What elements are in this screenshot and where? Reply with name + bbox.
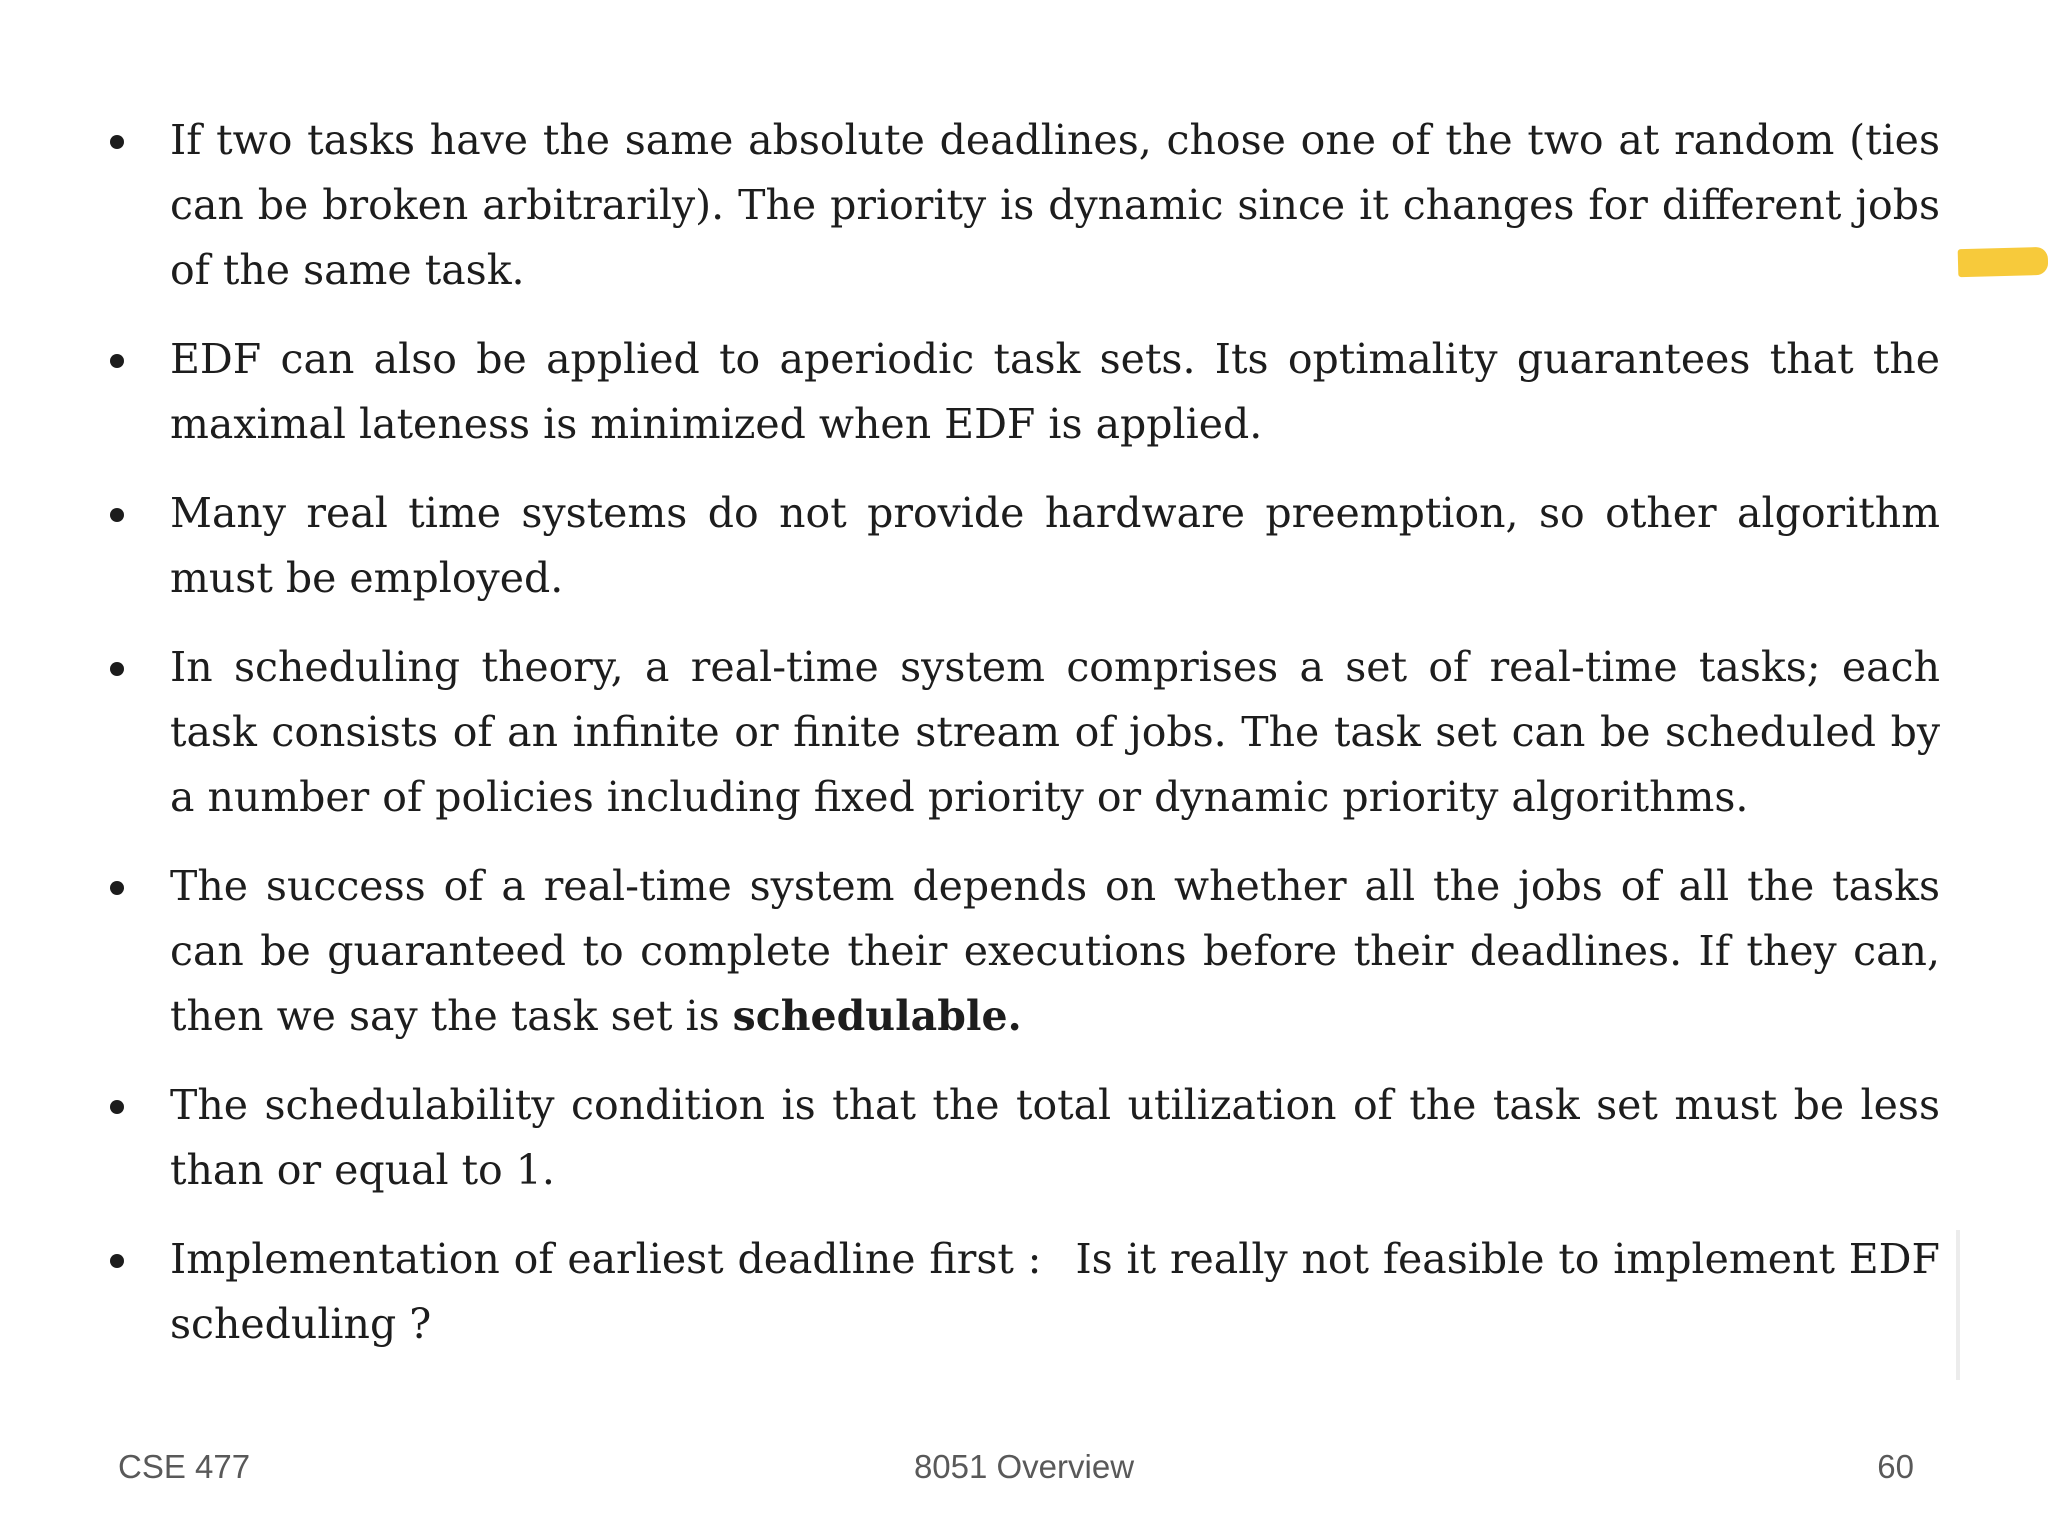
bullet-item [100,108,1940,303]
bullet-dot-icon [110,881,124,895]
bullet-text: In scheduling theory, a real-time system comprises a set of real-time tasks; each task consists of an infinite or finite stream of jobs. The task set can be scheduled by a number of policies including fixed priority or dynamic priority algorithms. [170,643,1940,821]
bullet-dot-icon [110,135,124,149]
bullet-text-part: The success of a real-time system depends on whether all the jobs of all the tasks can be guaranteed to complete their executions before their deadlines. If they can, then we say the task set is [170,862,1940,1040]
highlighter-mark [1958,247,2048,277]
bullet-text [170,1227,1940,1357]
bullet-item [100,854,1940,1049]
bullet-item [100,327,1940,457]
bullet-item [100,1227,1940,1357]
bullet-dot-icon [110,354,124,368]
bullet-list [100,108,1940,1381]
footer-page-number: 60 [1877,1448,1914,1485]
bullet-text: The schedulability condition is that the total utilization of the task set must be less than or equal to 1. [170,1081,1940,1194]
bullet-text: Many real time systems do not provide hardware preemption, so other algorithm must be employed. [170,489,1940,602]
schedulable-term: schedulable. [732,992,1022,1040]
bullet-item [100,635,1940,830]
bullet-dot-icon [110,1100,124,1114]
bullet-item [100,481,1940,611]
footer-course: CSE 477 [118,1448,251,1485]
bullet-item [100,1073,1940,1203]
bullet-text-part: Is it really not feasible to implement EDF scheduling ? [170,1235,1940,1348]
bullet-text: EDF can also be applied to aperiodic task sets. Its optimality guarantees that the maximal lateness is minimized when EDF is applied. [170,335,1940,448]
footer-title: 8051 Overview [913,1448,1135,1485]
bullet-text-part: Implementation of earliest deadline first : [170,1235,1042,1283]
bullet-dot-icon [110,662,124,676]
bullet-text [170,854,1940,1049]
bullet-dot-icon [110,1254,124,1268]
scan-edge-shadow [1956,1230,1960,1380]
bullet-dot-icon [110,508,124,522]
bullet-text: If two tasks have the same absolute deadlines, chose one of the two at random (ties can be broken arbitrarily). The priority is dynamic since it changes for different jobs of the same task. [170,116,1940,294]
